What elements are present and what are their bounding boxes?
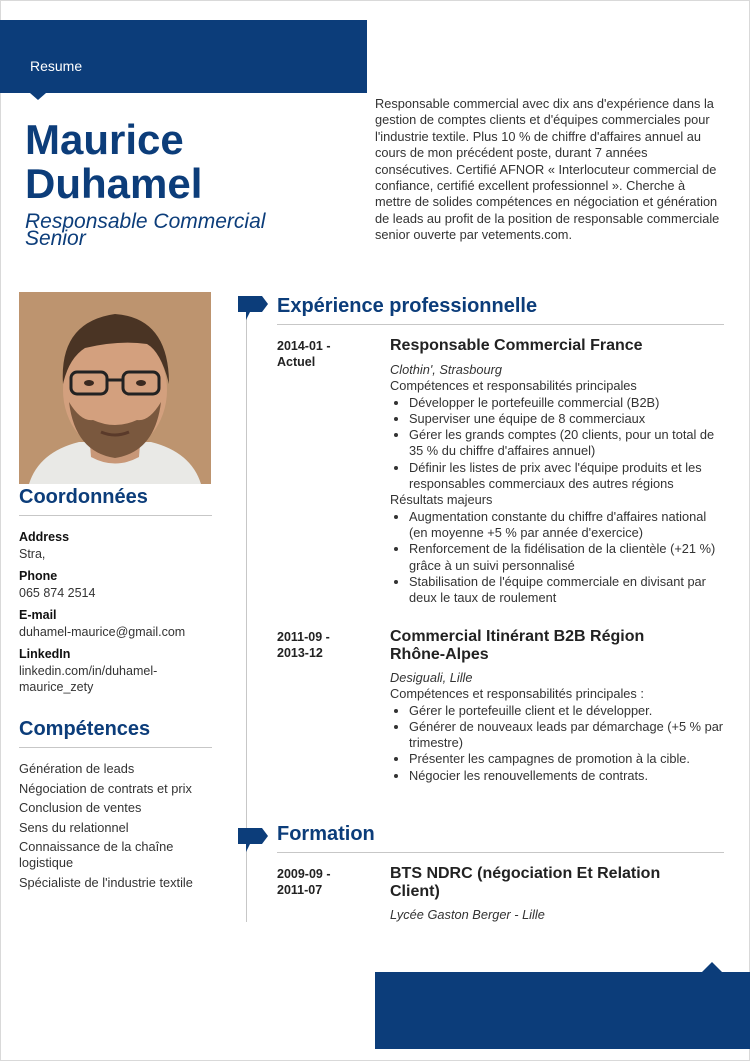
contact-rule — [19, 515, 212, 516]
skill-item: Connaissance de la chaîne logistique — [19, 839, 174, 870]
header-band — [0, 20, 367, 93]
experience-flag-icon — [238, 296, 268, 320]
list-item: • Définir les listes de prix avec l'équipe produits et les responsables commerciaux des autres régions — [409, 460, 725, 493]
list-item: • Superviser une équipe de 8 commerciaux — [409, 411, 725, 427]
formation-rule — [277, 852, 724, 853]
job-resp-list — [390, 395, 725, 493]
formation-heading: Formation — [277, 823, 375, 845]
profile-summary: Responsable commercial avec dix ans d'expérience dans la gestion de comptes clients et d'équipes commerciales pour l'industrie textile. Plus 10 % de chiffre d'affaires annuel au cours de mon précédent poste, durant 7 années consécutives. Certifié AFNOR « Interlocuteur commercial de confiance, certifié excellent professionnel ». Cherche à mettre de solides compétences en négociation et génération de leads au profit de la position de responsable commerciale senior ouverte par vetements.com. — [375, 96, 720, 243]
footer-band — [375, 972, 750, 1049]
job-results-list — [390, 509, 725, 607]
header-notch — [30, 93, 46, 100]
skill-item: Génération de leads — [19, 761, 135, 776]
skills-list — [19, 761, 219, 894]
job-resp-heading: Compétences et responsabilités principales : — [390, 686, 644, 702]
job-title-line: Responsable Commercial France — [390, 337, 643, 354]
phone-label: Phone — [19, 569, 58, 583]
experience-rule — [277, 324, 724, 325]
list-item: • Générer de nouveaux leads par démarchage (+5 % par trimestre) — [409, 719, 725, 752]
list-item: • Gérer le portefeuille client et le développer. — [409, 703, 725, 719]
skills-rule — [19, 747, 212, 748]
list-item: • Présenter les campagnes de promotion à la cible. — [409, 751, 725, 767]
experience-heading: Expérience professionnelle — [277, 295, 538, 317]
list-item: • Gérer les grands comptes (20 clients, pour un total de 35 % du chiffre d'affaires annuel) — [409, 427, 725, 460]
job-company: Clothin', Strasbourg — [390, 362, 502, 377]
job-dates: 2014-01 - Actuel — [277, 339, 331, 369]
job-entry — [390, 337, 725, 606]
formation-flag-icon — [238, 828, 268, 852]
job-dates: 2011-09 - 2013-12 — [277, 630, 330, 660]
candidate-name — [25, 118, 202, 206]
skill-item: Négociation de contrats et prix — [19, 780, 192, 796]
list-item: • Stabilisation de l'équipe commerciale en divisant par deux le taux de roulement — [409, 574, 725, 607]
skill-item: Sens du relationnel — [19, 819, 129, 835]
portrait-image — [19, 292, 211, 484]
job-resp-list — [390, 703, 725, 784]
list-item: • Renforcement de la fidélisation de la clientèle (+21 %) grâce à un suivi personnalisé — [409, 541, 725, 574]
formation-title: BTS NDRC (négociation Et Relation Client) — [390, 865, 661, 900]
skills-heading: Compétences — [19, 718, 151, 740]
list-item: • Développer le portefeuille commercial (B2B) — [409, 395, 725, 411]
address-label: Address — [19, 530, 70, 544]
phone-value: 065 874 2514 — [19, 586, 96, 600]
footer-notch — [702, 962, 722, 972]
profile-photo — [19, 292, 211, 484]
linkedin-label: LinkedIn — [19, 647, 71, 661]
skill-item: Spécialiste de l'industrie textile — [19, 874, 193, 890]
formation-school: Lycée Gaston Berger - Lille — [390, 907, 545, 922]
list-item: • Négocier les renouvellements de contrats. — [409, 768, 725, 784]
job-results-heading: Résultats majeurs — [390, 492, 493, 508]
job-title: Responsable Commercial Senior — [25, 210, 266, 250]
job-resp-heading: Compétences et responsabilités principales — [390, 378, 637, 394]
formation-entry — [390, 865, 725, 923]
list-item: • Augmentation constante du chiffre d'affaires national (en moyenne +5 % par année d'exercice) — [409, 509, 725, 542]
formation-dates: 2009-09 - 2011-07 — [277, 867, 331, 897]
email-value[interactable]: duhamel-maurice@gmail.com — [19, 625, 186, 639]
header-label: Resume — [30, 58, 83, 74]
job-entry — [390, 628, 725, 784]
linkedin-value[interactable]: linkedin.com/in/duhamel-maurice_zety — [19, 664, 158, 694]
job-title-line: Commercial Itinérant B2B Région Rhône-Alpes — [390, 628, 645, 663]
last-name: Duhamel — [25, 160, 203, 207]
job-company: Desiguali, Lille — [390, 670, 473, 685]
email-label: E-mail — [19, 608, 57, 622]
first-name: Maurice — [25, 116, 184, 163]
skill-item: Conclusion de ventes — [19, 800, 142, 815]
contact-heading: Coordonnées — [19, 486, 148, 508]
address-value: Stra, — [19, 547, 46, 561]
